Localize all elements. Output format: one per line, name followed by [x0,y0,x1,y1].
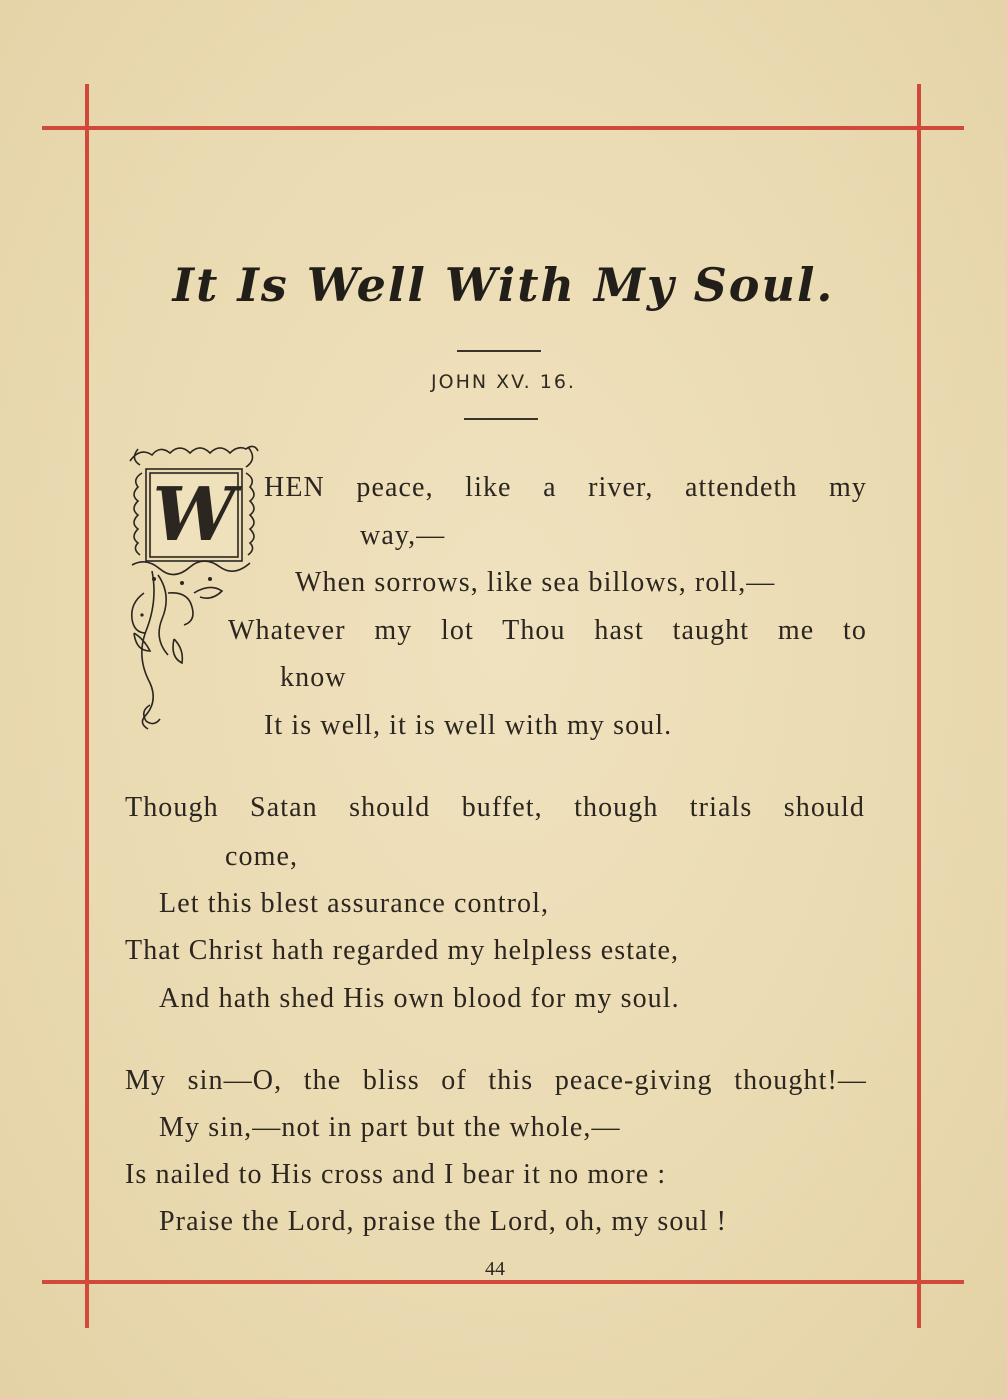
ornamental-initial [124,443,260,733]
border-left-rule [85,84,89,1328]
stanza-3-line-4: Praise the Lord, praise the Lord, oh, my soul ! [159,1206,728,1237]
stanza-1-line-2: way,— [360,520,446,551]
stanza-1-line-1: HEN peace, like a river, attendeth my [264,472,867,503]
border-right-rule [917,84,921,1328]
page-number: 44 [485,1258,505,1280]
border-top-rule [42,126,964,130]
stanza-2-line-5: And hath shed His own blood for my soul. [159,983,680,1014]
stanza-1-line-5: know [280,662,347,693]
drop-cap-letter: W [152,472,236,558]
scripture-reference: JOHN XV. 16. [431,371,576,393]
stanza-3-line-1: My sin—O, the bliss of this peace-giving thought!— [125,1065,867,1096]
stanza-1-line-6: It is well, it is well with my soul. [264,710,673,741]
reference-divider [464,418,538,420]
stanza-2-line-2: come, [225,841,299,872]
stanza-3-line-2: My sin,—not in part but the whole,— [159,1112,621,1143]
stanza-2-line-3: Let this blest assurance control, [159,888,550,919]
stanza-1-line-3: When sorrows, like sea billows, roll,— [295,567,776,598]
stanza-2-line-1: Though Satan should buffet, though trials should [125,792,865,823]
stanza-2-line-4: That Christ hath regarded my helpless estate, [125,935,680,966]
poem-title: It Is Well With My Soul. [172,258,835,312]
title-divider [457,350,541,352]
stanza-1-line-4: Whatever my lot Thou hast taught me to [228,615,867,646]
stanza-3-line-3: Is nailed to His cross and I bear it no more : [125,1159,667,1190]
